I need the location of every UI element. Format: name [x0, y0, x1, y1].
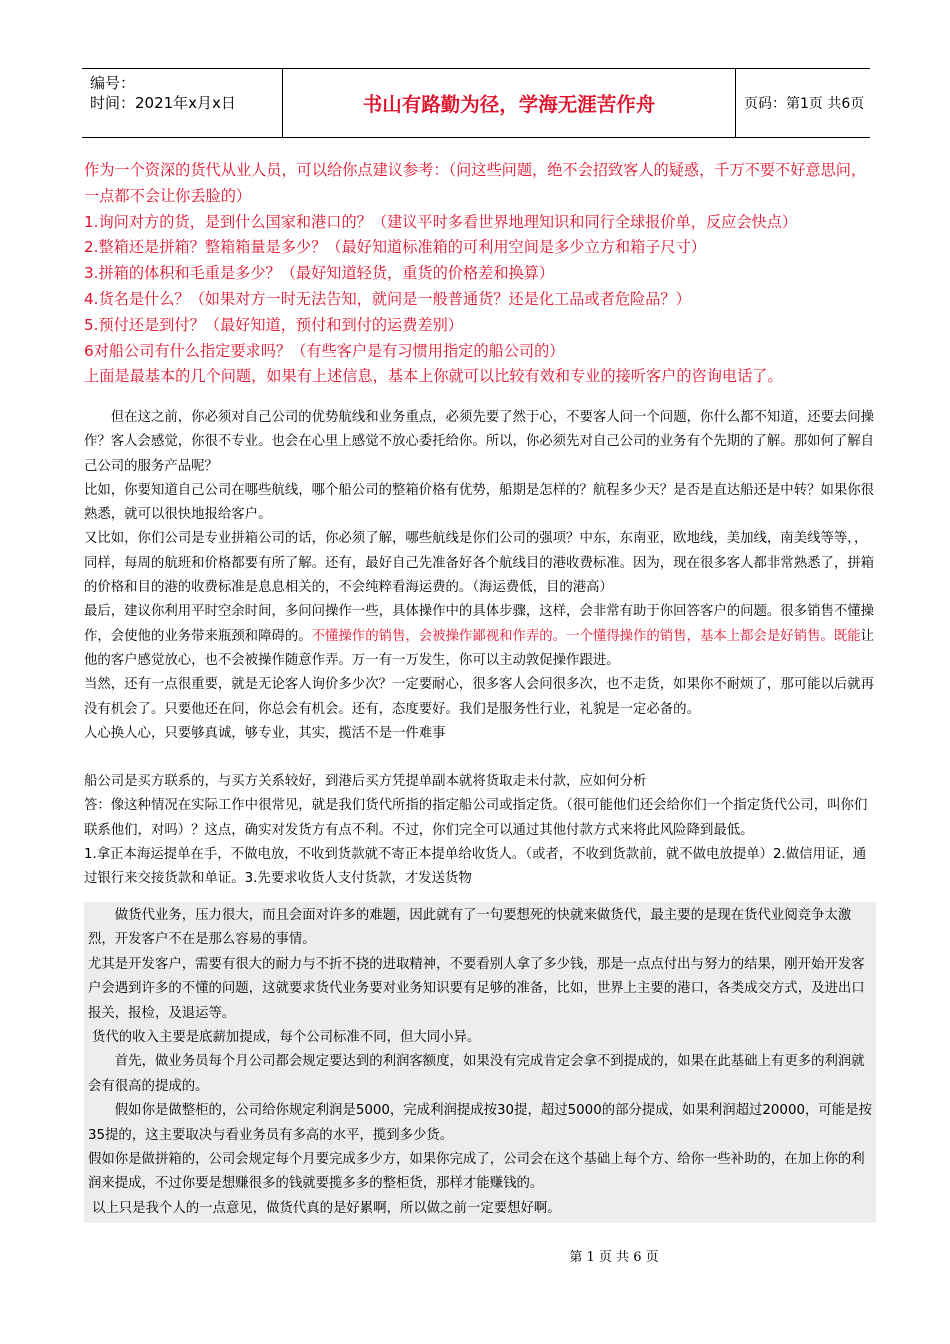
paragraph-4-a: 最后，建议你利用平时空余时间，多问问操作一些，具体操作中的具体步骤，这样，会非常有助于你回答客户的问题。很多销售不懂操作，会使他的业务带来瓶颈和障碍的。: [84, 604, 875, 644]
paragraph-2: 比如，你要知道自己公司在哪些航线，哪个船公司的整箱价格有优势，船期是怎样的？航程多少天？是否是直达船还是中转？如果你很熟悉，就可以很快地报给客户。: [84, 482, 875, 523]
header-left: [82, 69, 282, 137]
advice-item-5: 5.预付还是到付？（最好知道，预付和到付的运费差别）: [84, 315, 463, 334]
header-motto: 书山有路勤为径，学海无涯苦作舟: [282, 69, 736, 137]
advice-item-2: 2.整箱还是拼箱？整箱箱量是多少？（最好知道标准箱的可利用空间是多少立方和箱子尺寸）: [84, 238, 706, 257]
document-header: [82, 68, 870, 138]
page-footer: 第 1 页 共 6 页: [569, 1250, 659, 1265]
header-page-number: 页码：第1页 共6页: [744, 96, 865, 112]
advice-item-3: 3.拼箱的体积和毛重是多少？（最好知道轻货，重货的价格差和换算）: [84, 264, 555, 283]
shaded-section: [84, 902, 876, 1223]
paragraph-5: 当然，还有一点很重要，就是无论客人询价多少次？一定要耐心，很多客人会问很多次，也不走货，如果你不耐烦了，那可能以后就再没有机会了。只要他还在问，你总会有机会。还有，态度要好。我们是服务性行业，礼貌是一定必备的。: [84, 677, 875, 717]
paragraph-4-highlight: 不懂操作的销售，会被操作鄙视和作弄的。一个懂得操作的销售，基本上都会是好销售。既能: [311, 628, 861, 644]
paragraph-3: 又比如，你们公司是专业拼箱公司的话，你必须了解，哪些航线是你们公司的强项？中东，东南亚，欧地线，美加线，南美线等等，，同样，每周的航班和价格都要有所了解。还有，最好自己先准备好各个航线目的港收费标准。因为，现在很多客人都非常熟悉了，拼箱的价格和目的港的收费标准是息息相关的，不会纯粹看海运费的。（海运费低，目的港高）: [84, 531, 875, 596]
answer-2: 1.拿正本海运提单在手，不做电放，不收到货款就不寄正本提单给收货人。（或者，不收到货款前，就不做电放提单）2.做信用证，通过银行来交接货款和单证。3.先要求收货人支付货款，才发送货物: [84, 847, 867, 887]
shaded-paragraph-7: 以上只是我个人的一点意见，做货代真的是好累啊，所以做之前一定要想好啊。: [92, 1200, 561, 1216]
shaded-paragraph-1: 做货代业务，压力很大，而且会面对许多的难题，因此就有了一句要想死的快就来做货代，最主要的是现在货代业阅竞争太激烈，开发客户不在是那么容易的事情。: [88, 908, 852, 948]
paragraph-4-b: 让他的客户感觉放心，也不会被操作随意作弄。万一有一万发生，你可以主动敦促操作跟进。: [84, 628, 875, 668]
date-line: 时间：2021年x月x日: [90, 94, 236, 112]
advice-item-1: 1.询问对方的货，是到什么国家和港口的？（建议平时多看世界地理知识和同行全球报价单，反应会快点）: [84, 212, 798, 231]
shaded-paragraph-3: 货代的收入主要是底薪加提成，每个公司标准不同，但大同小异。: [92, 1030, 481, 1046]
paragraph-1: 但在这之前，你必须对自己公司的优势航线和业务重点，必须先要了然于心，不要客人问一个问题，你什么都不知道，还要去问操作？客人会感觉，你很不专业。也会在心里上感觉不放心委托给你。所以，你必须先对自己公司的业务有个先期的了解。那如何了解自己公司的服务产品呢？: [84, 410, 875, 474]
advice-list: [84, 158, 876, 390]
spacer: [84, 746, 876, 770]
advice-item-4: 4.货名是什么？（如果对方一时无法告知，就问是一般普通货？还是化工品或者危险品？）: [84, 289, 691, 308]
paragraph-4: [84, 600, 876, 673]
paragraph-6: 人心换人心，只要够真诚，够专业，其实，揽活不是一件难事: [84, 725, 446, 741]
advice-intro: 作为一个资深的货代从业人员，可以给你点建议参考：（问这些问题，绝不会招致客人的疑惑，千万不要不好意思问，一点都不会让你丢脸的）: [84, 161, 867, 205]
body-text: [84, 406, 876, 892]
advice-item-6: 6对船公司有什么指定要求吗？（有些客户是有习惯用指定的船公司的）: [84, 341, 565, 360]
shaded-paragraph-4: 首先，做业务员每个月公司都会规定要达到的利润客额度，如果没有完成肯定会拿不到提成的，如果在此基础上有更多的利润就会有很高的提成的。: [88, 1054, 865, 1094]
question: 船公司是买方联系的，与买方关系较好，到港后买方凭提单副本就将货取走未付款，应如何分析: [84, 774, 647, 790]
serial-number: 编号：: [90, 74, 136, 92]
shaded-paragraph-2: 尤其是开发客户，需要有很大的耐力与不折不挠的进取精神，不要看别人拿了多少钱，那是一点点付出与努力的结果，刚开始开发客户会遇到许多的不懂的问题，这就要求货代业务要对业务知识要有足够的准备，比如，世界上主要的港口，各类成交方式，及进出口报关，报检，及退运等。: [88, 956, 865, 1021]
advice-summary: 上面是最基本的几个问题，如果有上述信息，基本上你就可以比较有效和专业的接听客户的咨询电话了。: [84, 367, 783, 386]
answer-1: 答：像这种情况在实际工作中很常见，就是我们货代所指的指定船公司或指定货。（很可能他们还会给你们一个指定货代公司，叫你们联系他们，对吗）？这点，确实对发货方有点不利。不过，你们完全可以通过其他付款方式来将此风险降到最低。: [84, 798, 868, 838]
shaded-paragraph-5: 假如你是做整柜的，公司给你规定利润是5000，完成利润提成按30提，超过5000的部分提成，如果利润超过20000，可能是按35提的，这主要取决与看业务员有多高的水平，揽到多少货。: [88, 1103, 872, 1143]
shaded-paragraph-6: 假如你是做拼箱的，公司会规定每个月要完成多少方，如果你完成了，公司会在这个基础上每个方、给你一些补助的，在加上你的利润来提成，不过你要是想赚很多的钱就要揽多多的整柜货，那样才能赚钱的。: [88, 1152, 865, 1192]
